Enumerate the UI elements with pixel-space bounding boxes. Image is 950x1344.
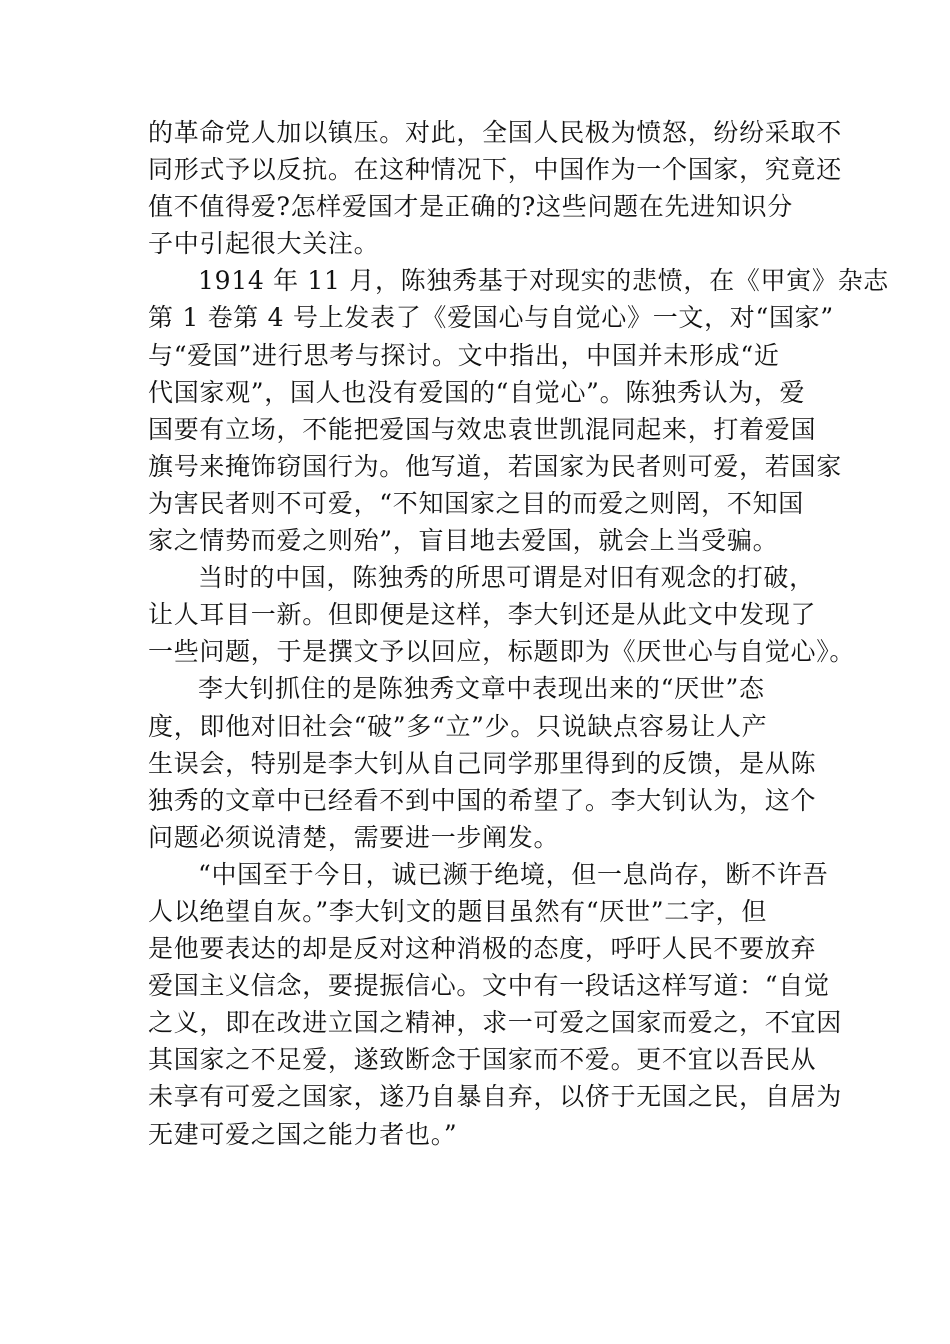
text-line: 生误会，特别是李大钊从自己同学那里得到的反馈，是从陈 [148, 748, 817, 778]
text-line: 李大钊抓住的是陈独秀文章中表现出来的“厌世”态 [198, 674, 765, 704]
text-line: 的革命党人加以镇压。对此，全国人民极为愤怒，纷纷采取不 [148, 118, 842, 147]
text-line: 与“爱国”进行思考与探讨。文中指出，中国并未形成“近 [148, 340, 780, 370]
text-line: 之义，即在改进立国之精神，求一可爱之国家而爱之，不宜因 [148, 1008, 842, 1038]
text-line: 无建可爱之国之能力者也。” [148, 1119, 458, 1149]
paragraph-1 [148, 114, 842, 262]
text-line: 值不值得爱?怎样爱国才是正确的?这些问题在先进知识分 [148, 192, 794, 222]
text-line: 当时的中国，陈独秀的所思可谓是对旧有观念的打破， [198, 563, 815, 593]
text-line: 爱国主义信念，要提振信心。文中有一段话这样写道：“自觉 [148, 971, 830, 1001]
text-line: 让人耳目一新。但即便是这样，李大钊还是从此文中发现了 [148, 600, 817, 630]
text-line: 其国家之不足爱，遂致断念于国家而不爱。更不宜以吾民从 [148, 1045, 817, 1075]
paragraph-5 [148, 856, 842, 1153]
text-line: 家之情势而爱之则殆”，盲目地去爱国，就会上当受骗。 [148, 526, 779, 556]
text-line: 国要有立场，不能把爱国与效忠袁世凯混同起来，打着爱国 [148, 414, 817, 444]
text-line: 子中引起很大关注。 [148, 229, 380, 259]
text-line: 旗号来掩饰窃国行为。他写道，若国家为民者则可爱，若国家 [148, 451, 842, 481]
text-line: 第 1 卷第 4 号上发表了《爱国心与自觉心》一文，对“国家” [148, 303, 834, 333]
text-line: 代国家观”，国人也没有爱国的“自觉心”。陈独秀认为，爱 [148, 377, 806, 407]
text-line: 未享有可爱之国家，遂乃自暴自弃，以侪于无国之民，自居为 [148, 1082, 842, 1112]
document-body [148, 114, 889, 1153]
text-line: 同形式予以反抗。在这种情况下，中国作为一个国家，究竟还 [148, 155, 842, 185]
text-line: 人以绝望自灰。”李大钊文的题目虽然有“厌世”二字，但 [148, 896, 768, 926]
paragraph-3 [148, 559, 856, 670]
text-line: 1914 年 11 月，陈独秀基于对现实的悲愤，在《甲寅》杂志 [198, 266, 889, 296]
paragraph-2 [148, 262, 889, 559]
text-line: “中国至于今日，诚已濒于绝境，但一息尚存，断不许吾 [198, 859, 829, 889]
text-line: 一些问题，于是撰文予以回应，标题即为《厌世心与自觉心》。 [148, 637, 856, 667]
text-line: 问题必须说清楚，需要进一步阐发。 [148, 822, 560, 852]
text-line: 独秀的文章中已经看不到中国的希望了。李大钊认为，这个 [148, 785, 817, 815]
paragraph-4 [148, 670, 817, 855]
text-line: 是他要表达的却是反对这种消极的态度，呼吁人民不要放弃 [148, 934, 817, 964]
text-line: 为害民者则不可爱，“不知国家之目的而爱之则罔，不知国 [148, 488, 804, 518]
text-line: 度，即他对旧社会“破”多“立”少。只说缺点容易让人产 [148, 711, 768, 741]
